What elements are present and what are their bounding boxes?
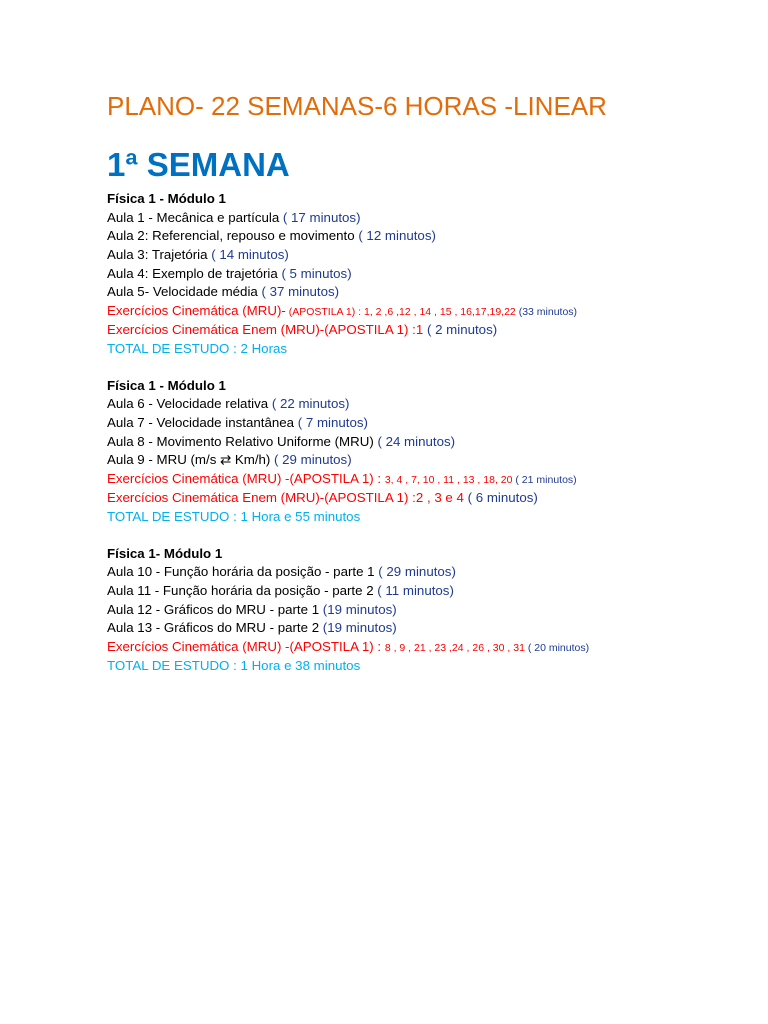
lesson-duration: ( 29 minutos) xyxy=(378,564,456,580)
lesson-text: Aula 8 - Movimento Relativo Uniforme (MRU) xyxy=(107,433,378,449)
lesson-item xyxy=(107,414,747,433)
exercise-questions: (APOSTILA 1) : 1, 2 ,6 ,12 , 14 , 15 , 16,17,19,22 xyxy=(285,306,519,319)
exercise-duration: (33 minutos) xyxy=(518,306,578,319)
exercise-duration: ( 20 minutos) xyxy=(527,642,590,655)
lesson-text: Aula 5- Velocidade média xyxy=(107,284,262,300)
week-title: 1ª SEMANA xyxy=(107,146,290,183)
study-total: TOTAL DE ESTUDO : 2 Horas xyxy=(107,340,288,356)
module-section xyxy=(107,190,747,358)
module-section xyxy=(107,377,747,527)
lesson-text: Aula 6 - Velocidade relativa xyxy=(107,396,272,412)
lesson-text: Aula 11 - Função horária da posição - parte 2 xyxy=(107,583,378,599)
lesson-item xyxy=(107,227,747,246)
exercise-label: Exercícios Cinemática (MRU) -(APOSTILA 1) : xyxy=(107,471,385,487)
lesson-item xyxy=(107,265,747,284)
module-heading: Física 1 - Módulo 1 xyxy=(107,191,226,206)
lesson-text: Aula 4: Exemplo de trajetória xyxy=(107,265,282,281)
lesson-text: Aula 13 - Gráficos do MRU - parte 2 xyxy=(107,620,323,636)
lesson-text: Aula 7 - Velocidade instantânea xyxy=(107,415,298,431)
exercise-item xyxy=(107,489,747,508)
lesson-item xyxy=(107,601,747,620)
lesson-item xyxy=(107,619,747,638)
lesson-item xyxy=(107,283,747,302)
exercise-duration: ( 21 minutos) xyxy=(515,474,577,487)
lesson-duration: (19 minutos) xyxy=(322,620,397,636)
exercise-label: Exercícios Cinemática Enem (MRU)-(APOSTILA 1) :2 , 3 e 4 xyxy=(107,489,468,505)
lesson-text: Aula 2: Referencial, repouso e movimento xyxy=(107,228,359,244)
lesson-text: Aula 1 - Mecânica e partícula xyxy=(107,209,283,225)
study-content xyxy=(107,190,747,694)
module-heading: Física 1- Módulo 1 xyxy=(107,545,223,561)
lesson-item xyxy=(107,563,747,582)
lesson-text: Aula 3: Trajetória xyxy=(107,247,212,263)
lesson-duration: ( 7 minutos) xyxy=(297,415,368,431)
lesson-duration: ( 17 minutos) xyxy=(282,209,361,225)
exercise-label: Exercícios Cinemática (MRU) -(APOSTILA 1) : xyxy=(107,639,385,655)
exercise-questions: 3, 4 , 7, 10 , 11 , 13 , 18, 20 xyxy=(384,474,516,487)
lesson-duration: ( 29 minutos) xyxy=(274,452,352,468)
study-total: TOTAL DE ESTUDO : 1 Hora e 38 minutos xyxy=(107,657,361,673)
lesson-duration: ( 12 minutos) xyxy=(358,228,436,244)
lesson-duration: ( 22 minutos) xyxy=(271,396,350,412)
lesson-text: Aula 12 - Gráficos do MRU - parte 1 xyxy=(107,601,323,617)
lesson-item xyxy=(107,433,747,452)
exercise-item xyxy=(107,302,747,321)
lesson-text: Aula 10 - Função horária da posição - parte 1 xyxy=(107,564,379,580)
exercise-label: Exercícios Cinemática (MRU)- xyxy=(107,303,286,319)
plan-title: PLANO- 22 SEMANAS-6 HORAS -LINEAR xyxy=(107,91,607,121)
lesson-duration: ( 37 minutos) xyxy=(261,284,340,300)
exercise-item xyxy=(107,638,747,657)
lesson-item xyxy=(107,395,747,414)
lesson-item xyxy=(107,246,747,265)
lesson-text: Aula 9 - MRU (m/s ⇄ Km/h) xyxy=(107,452,275,468)
exercise-questions: 8 , 9 , 21 , 23 ,24 , 26 , 30 , 31 xyxy=(384,642,528,655)
lesson-item xyxy=(107,451,747,470)
lesson-item xyxy=(107,582,747,601)
lesson-duration: ( 24 minutos) xyxy=(377,433,456,449)
exercise-duration: ( 2 minutos) xyxy=(426,321,498,337)
lesson-item xyxy=(107,209,747,228)
module-heading: Física 1 - Módulo 1 xyxy=(107,377,226,393)
exercise-label: Exercícios Cinemática Enem (MRU)-(APOSTILA 1) :1 xyxy=(107,321,427,337)
lesson-duration: (19 minutos) xyxy=(322,601,397,617)
exercise-duration: ( 6 minutos) xyxy=(467,489,538,505)
exercise-item xyxy=(107,470,747,489)
module-section xyxy=(107,545,747,676)
lesson-duration: ( 5 minutos) xyxy=(281,265,352,281)
study-total: TOTAL DE ESTUDO : 1 Hora e 55 minutos xyxy=(107,508,361,524)
exercise-item xyxy=(107,321,747,340)
lesson-duration: ( 14 minutos) xyxy=(211,247,289,263)
lesson-duration: ( 11 minutos) xyxy=(377,583,454,599)
